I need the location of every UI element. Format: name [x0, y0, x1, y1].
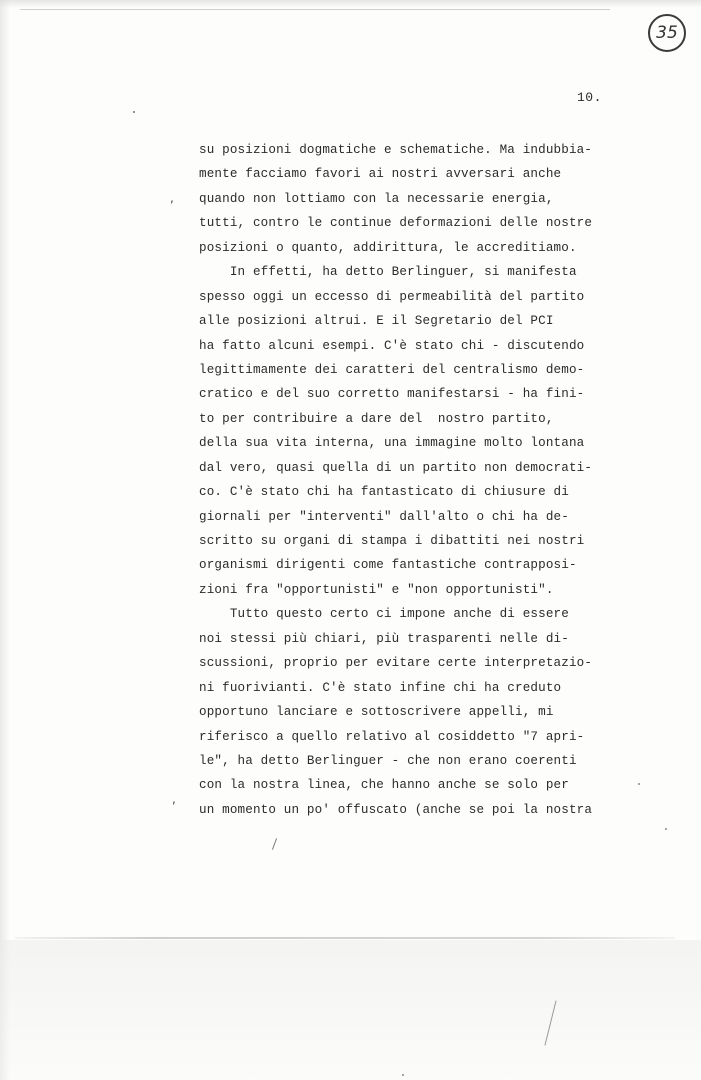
- text-line: opportuno lanciare e sottoscrivere appelli, mi: [199, 705, 554, 720]
- text-line: giornali per "interventi" dall'alto o chi ha de-: [199, 509, 569, 524]
- text-line: In effetti, ha detto Berlinguer, si manifesta: [199, 265, 577, 280]
- scan-dot: [133, 111, 135, 113]
- scan-speck: [665, 828, 667, 830]
- scan-bottom-smudge: [0, 940, 701, 1080]
- scan-top-rule: [20, 9, 610, 10]
- scan-speck: [638, 783, 640, 785]
- text-line: to per contribuire a dare del nostro partito,: [199, 411, 554, 426]
- page-number: 10.: [577, 90, 602, 105]
- text-line: legittimamente dei caratteri del centralismo demo-: [199, 362, 585, 377]
- text-line: noi stessi più chiari, più trasparenti nelle di-: [199, 631, 569, 646]
- text-line: zioni fra "opportunisti" e "non opportunisti".: [199, 582, 554, 597]
- text-line: Tutto questo certo ci impone anche di essere: [199, 607, 569, 622]
- text-line: cratico e del suo corretto manifestarsi - ha fini-: [199, 387, 585, 402]
- text-line: su posizioni dogmatiche e schematiche. Ma indubbia-: [199, 143, 593, 157]
- typed-body-text: [199, 138, 639, 822]
- text-line: le", ha detto Berlinguer - che non erano coerenti: [199, 753, 577, 768]
- text-line: ni fuorivianti. C'è stato infine chi ha creduto: [199, 680, 562, 695]
- archive-stamp: [648, 14, 686, 52]
- text-line: co. C'è stato chi ha fantasticato di chiusure di: [199, 485, 569, 500]
- text-line: con la nostra linea, che hanno anche se solo per: [199, 778, 569, 793]
- page-fold-line: [15, 937, 675, 939]
- scan-top-edge: [0, 0, 701, 8]
- margin-correction-mark: ,: [170, 191, 174, 205]
- text-line: riferisco a quello relativo al cosiddetto "7 apri-: [199, 729, 585, 744]
- text-line: dal vero, quasi quella di un partito non democrati-: [199, 460, 593, 475]
- text-line: alle posizioni altrui. E il Segretario del PCI: [199, 314, 554, 329]
- text-line: ha fatto alcuni esempi. C'è stato chi - discutendo: [199, 338, 585, 353]
- text-line: della sua vita interna, una immagine molto lontana: [199, 436, 585, 451]
- scan-left-shadow: [0, 0, 10, 1080]
- text-line: scussioni, proprio per evitare certe interpretazio-: [199, 656, 593, 671]
- text-line: scritto su organi di stampa i dibattiti nei nostri: [199, 534, 585, 548]
- text-line: tutti, contro le continue deformazioni delle nostre: [199, 216, 593, 231]
- text-line: posizioni o quanto, addirittura, le accreditiamo.: [199, 240, 577, 255]
- text-line: quando non lottiamo con la necessarie energia,: [199, 191, 554, 206]
- margin-correction-mark: ,: [172, 792, 176, 806]
- text-line: un momento un po' offuscato (anche se poi la nostra: [199, 802, 593, 817]
- text-line: spesso oggi un eccesso di permeabilità del partito: [199, 289, 585, 304]
- text-line: mente facciamo favori ai nostri avversari anche: [199, 167, 562, 182]
- scan-speck: [402, 1074, 404, 1076]
- text-line: organismi dirigenti come fantastiche contrapposi-: [199, 558, 577, 573]
- archive-stamp-number: 35: [656, 23, 678, 43]
- handwritten-stroke: [272, 838, 277, 850]
